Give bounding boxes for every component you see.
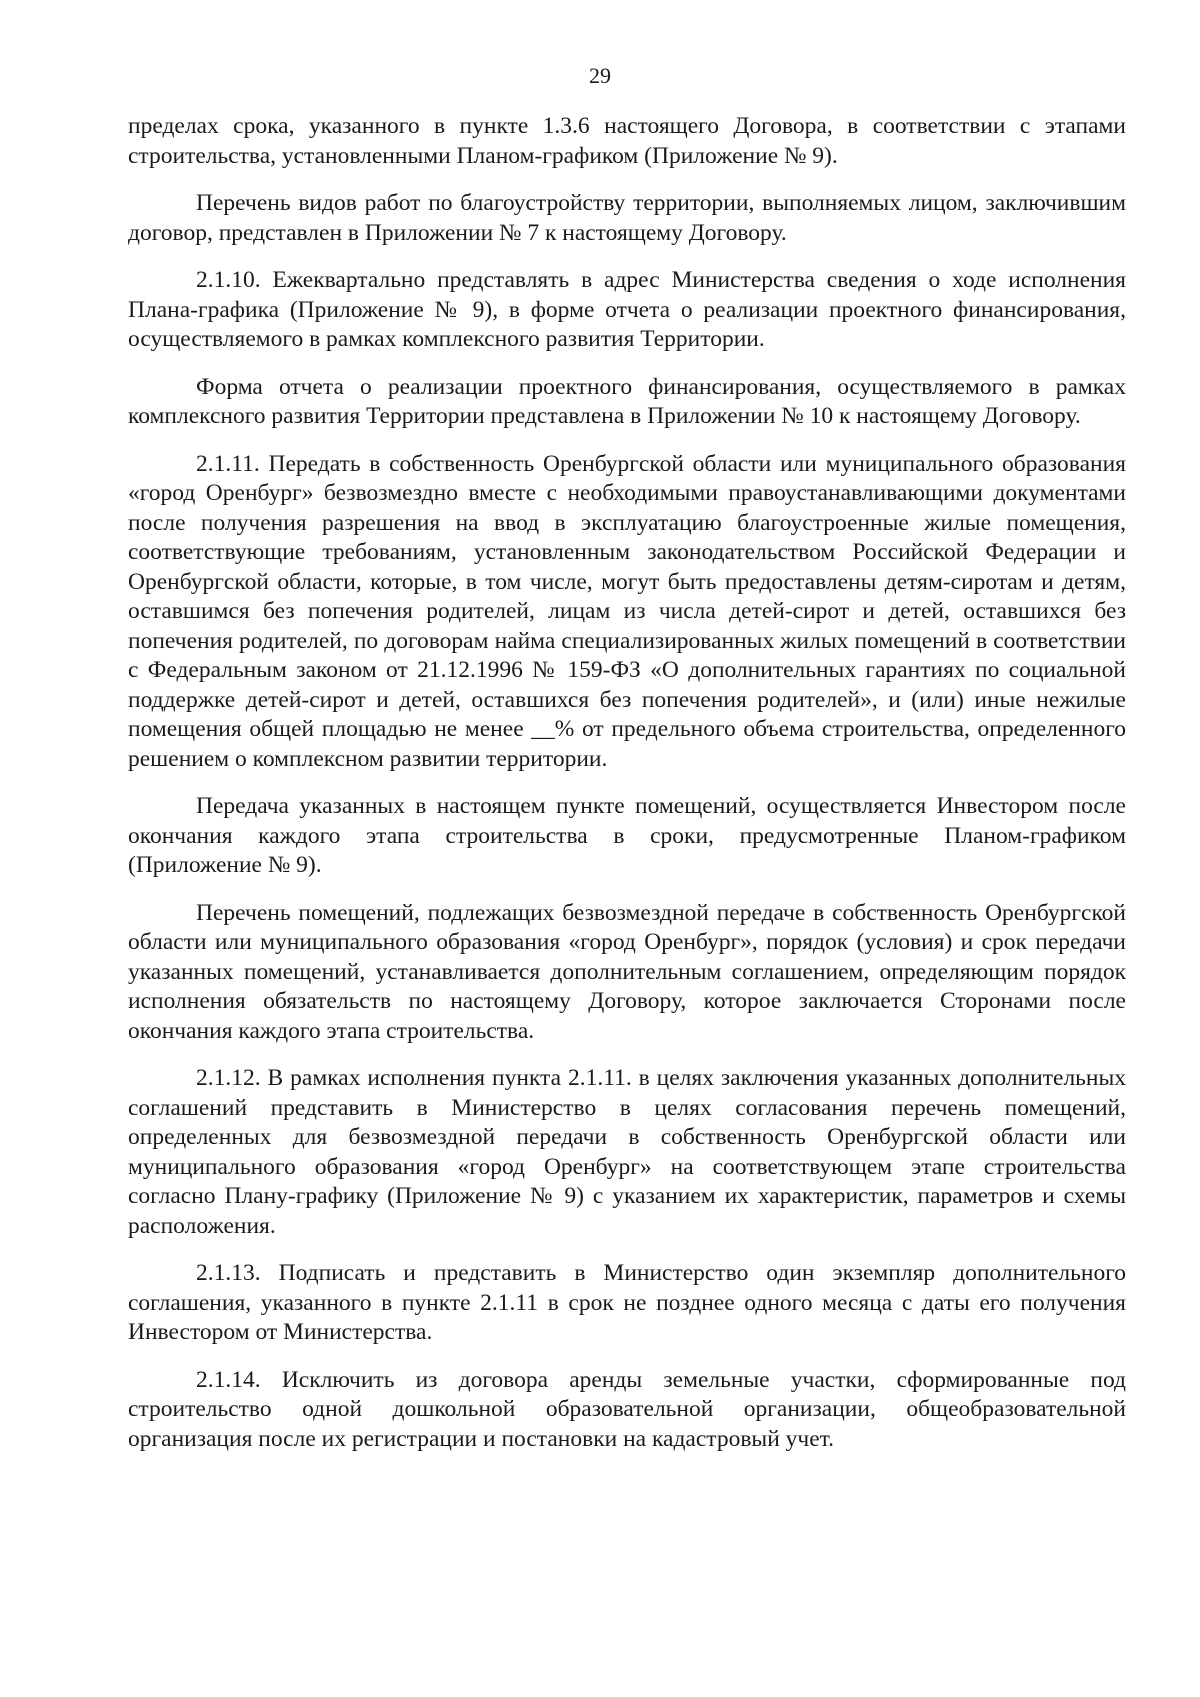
clause-2-1-13: 2.1.13. Подписать и представить в Министерство один экземпляр дополнительного соглашения, указанного в пункте 2.1.11 в срок не позднее одного месяца с даты его получения Инвестором от Министерства. bbox=[128, 1260, 1126, 1345]
clause-2-1-12: 2.1.12. В рамках исполнения пункта 2.1.11. в целях заключения указанных дополнительных соглашений представить в Министерство в целях согласования перечень помещений, определенных для безвозмездной передачи в собственность Оренбургской области или муниципального образования «город Оренбург» на соответствующем этапе строительства согласно Плану-графику (Приложение № 9) с указанием их характеристик, параметров и схемы расположения. bbox=[128, 1065, 1126, 1239]
page-number: 29 bbox=[589, 63, 611, 88]
document-body bbox=[128, 112, 1126, 1472]
clause-2-1-14: 2.1.14. Исключить из договора аренды земельные участки, сформированные под строительство одной дошкольной образовательной организации, общеобразовательной организация после их регистрации и постановки на кадастровый учет. bbox=[128, 1366, 1126, 1452]
clause-2-1-10: 2.1.10. Ежеквартально представлять в адрес Министерства сведения о ходе исполнения Плана-графика (Приложение № 9), в форме отчета о реализации проектного финансирования, осуществляемого в рамках комплексного развития Территории. bbox=[128, 267, 1126, 352]
paragraph-continuation: пределах срока, указанного в пункте 1.3.6 настоящего Договора, в соответствии с этапами строительства, установленными Планом-графиком (Приложение № 9). bbox=[128, 113, 1126, 169]
paragraph-landscaping-works-list: Перечень видов работ по благоустройству территории, выполняемых лицом, заключившим договор, представлен в Приложении № 7 к настоящему Договору. bbox=[128, 190, 1126, 246]
paragraph-premises-list: Перечень помещений, подлежащих безвозмездной передаче в собственность Оренбургской области или муниципального образования «город Оренбург», порядок (условия) и срок передачи указанных помещений, устанавливается дополнительным соглашением, определяющим порядок исполнения обязательств по настоящему Договору, которое заключается Сторонами после окончания каждого этапа строительства. bbox=[128, 899, 1126, 1044]
paragraph-transfer-of-premises: Передача указанных в настоящем пункте помещений, осуществляется Инвестором после окончания каждого этапа строительства в сроки, предусмотренные Планом-графиком (Приложение № 9). bbox=[128, 793, 1126, 878]
paragraph-report-form: Форма отчета о реализации проектного финансирования, осуществляемого в рамках комплексного развития Территории представлена в Приложении № 10 к настоящему Договору. bbox=[128, 373, 1126, 429]
clause-2-1-11: 2.1.11. Передать в собственность Оренбургской области или муниципального образования «город Оренбург» безвозмездно вместе с необходимыми правоустанавливающими документами после получения разрешения на ввод в эксплуатацию благоустроенные жилые помещения, соответствующие требованиям, установленным законодательством Российской Федерации и Оренбургской области, которые, в том числе, могут быть предоставлены детям-сиротам и детям, оставшимся без попечения родителей, лицам из числа детей-сирот и детей, оставшихся без попечения родителей, по договорам найма специализированных жилых помещений в соответствии с Федеральным законом от 21.12.1996 № 159-ФЗ «О дополнительных гарантиях по социальной поддержке детей-сирот и детей, оставшихся без попечения родителей», и (или) иные нежилые помещения общей площадью не менее __% от предельного объема строительства, определенного решением о комплексном развитии территории. bbox=[128, 450, 1126, 772]
